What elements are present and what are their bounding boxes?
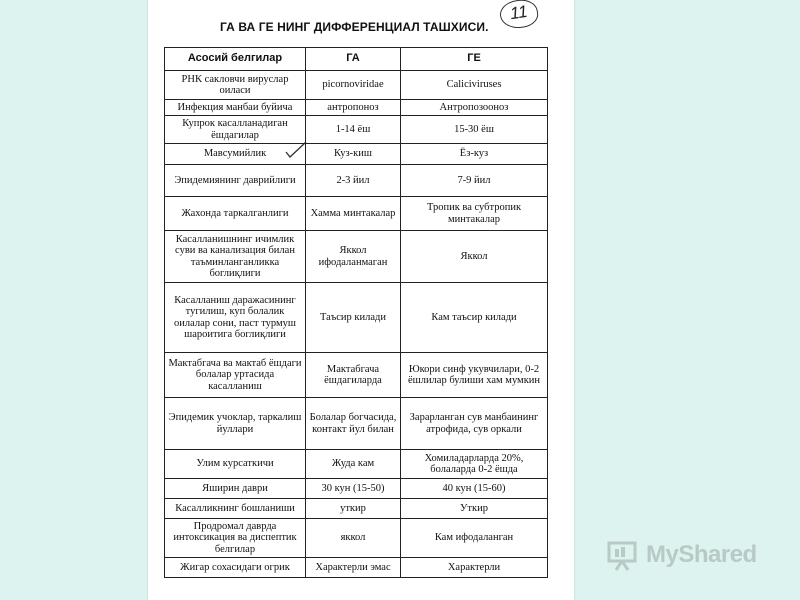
differential-diagnosis-table — [164, 47, 548, 578]
table-row — [165, 71, 548, 100]
table-row — [165, 479, 548, 499]
ga-cell: яккол — [306, 519, 401, 558]
document-title: ГА ВА ГЕ НИНГ ДИФФЕРЕНЦИАЛ ТАШХИСИ. — [220, 20, 489, 34]
ge-cell: Caliciviruses — [401, 71, 548, 100]
ga-cell: уткир — [306, 499, 401, 519]
ge-cell: Тропик ва субтропик минтакалар — [401, 197, 548, 231]
table-row — [165, 197, 548, 231]
feature-cell: Мактабгача ва мактаб ёшдаги болалар уртасида касалланиш — [165, 353, 306, 398]
ga-cell: антропоноз — [306, 100, 401, 116]
page-number: 11 — [498, 0, 540, 31]
feature-cell: Купрок касалланадиган ёшдагилар — [165, 116, 306, 144]
table-row — [165, 450, 548, 479]
feature-cell: Продромал даврда интоксикация ва диспептик белгилар — [165, 519, 306, 558]
ga-cell: 30 кун (15-50) — [306, 479, 401, 499]
table-row — [165, 100, 548, 116]
ge-cell: Уткир — [401, 499, 548, 519]
ga-cell: picornoviridae — [306, 71, 401, 100]
watermark-logo — [606, 535, 776, 575]
column-header-ga: ГА — [306, 48, 401, 71]
feature-cell: Улим курсаткичи — [165, 450, 306, 479]
ga-cell: Характерли эмас — [306, 558, 401, 578]
document-page — [148, 0, 574, 600]
feature-cell: Касалланишнинг ичимлик суви ва канализация билан таъминланганликка боглиқлиги — [165, 231, 306, 283]
table-row — [165, 519, 548, 558]
table-row — [165, 283, 548, 353]
ga-cell: Яккол ифодаланмаган — [306, 231, 401, 283]
presentation-board-icon — [606, 538, 640, 572]
ge-cell: Антропозооноз — [401, 100, 548, 116]
ge-cell: Кам ифодаланган — [401, 519, 548, 558]
ge-cell: Кам таъсир килади — [401, 283, 548, 353]
ga-cell: 2-3 йил — [306, 165, 401, 197]
table-row — [165, 499, 548, 519]
table-row — [165, 398, 548, 450]
table-row — [165, 231, 548, 283]
ge-cell: 40 кун (15-60) — [401, 479, 548, 499]
ga-cell: Болалар богчасида, контакт йул билан — [306, 398, 401, 450]
feature-cell: Инфекция манбаи буйича — [165, 100, 306, 116]
feature-cell: Жигар сохасидаги огрик — [165, 558, 306, 578]
table-row — [165, 116, 548, 144]
ge-cell: Яккол — [401, 231, 548, 283]
ga-cell: Таъсир килади — [306, 283, 401, 353]
feature-cell: Эпидемик учоклар, таркалиш йуллари — [165, 398, 306, 450]
column-header-ge: ГЕ — [401, 48, 548, 71]
ge-cell: Зарарланган сув манбаининг атрофида, сув оркали — [401, 398, 548, 450]
ge-cell: Юкори синф укувчилари, 0-2 ёшлилар булиши хам мумкин — [401, 353, 548, 398]
ga-cell: Хамма минтакалар — [306, 197, 401, 231]
ge-cell: 15-30 ёш — [401, 116, 548, 144]
feature-cell: Касалликнинг бошланиши — [165, 499, 306, 519]
ga-cell: Куз-киш — [306, 144, 401, 165]
feature-cell: Яширин даври — [165, 479, 306, 499]
table-row — [165, 144, 548, 165]
table-header-row — [165, 48, 548, 71]
column-header-feature: Асосий белгилар — [165, 48, 306, 71]
table-row — [165, 353, 548, 398]
table-row — [165, 558, 548, 578]
ge-cell: Характерли — [401, 558, 548, 578]
ga-cell: Мактабгача ёшдагиларда — [306, 353, 401, 398]
feature-cell: РНК сакловчи вируслар оиласи — [165, 71, 306, 100]
feature-cell: Мавсумийлик — [165, 144, 306, 165]
watermark-brand: MyShared — [646, 541, 757, 568]
ge-cell: Хомиладарларда 20%, болаларда 0-2 ёшда — [401, 450, 548, 479]
feature-cell: Касалланиш даражасининг тугилиш, куп болалик оилалар сони, паст турмуш шароитига боглиқлиги — [165, 283, 306, 353]
ga-cell: 1-14 ёш — [306, 116, 401, 144]
table-row — [165, 165, 548, 197]
feature-cell: Эпидемиянинг даврийлиги — [165, 165, 306, 197]
ge-cell: Ёз-куз — [401, 144, 548, 165]
ge-cell: 7-9 йил — [401, 165, 548, 197]
ga-cell: Жуда кам — [306, 450, 401, 479]
feature-cell: Жахонда таркалганлиги — [165, 197, 306, 231]
